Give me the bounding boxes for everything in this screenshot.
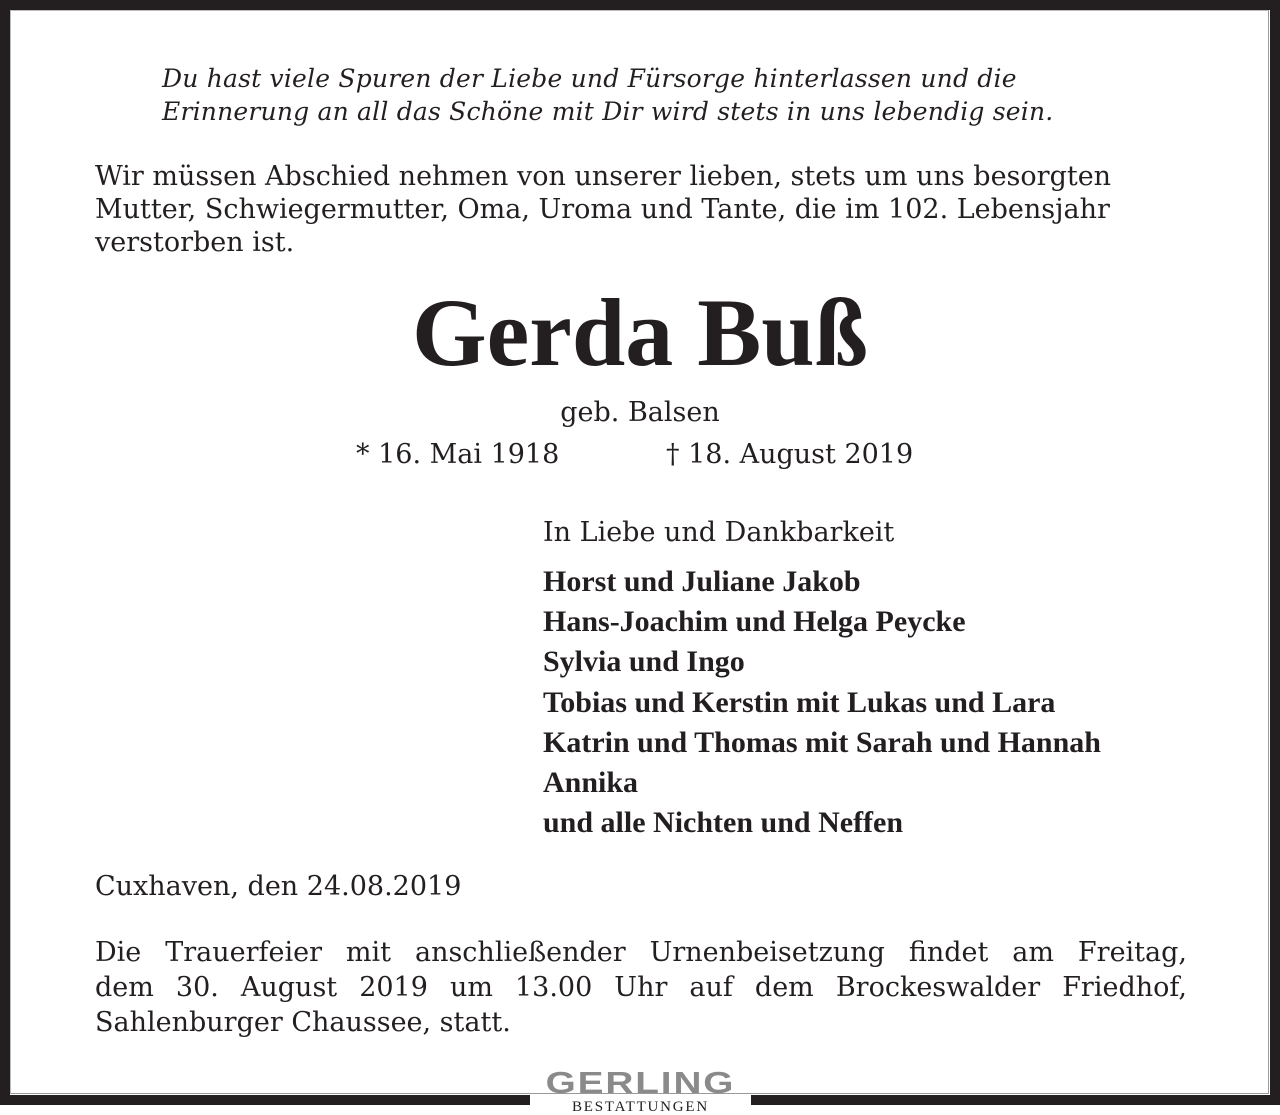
mourner-entry: und alle Nichten und Neffen <box>543 806 904 840</box>
place-and-date: Cuxhaven, den 24.08.2019 <box>95 871 462 902</box>
motto-line: Erinnerung an all das Schöne mit Dir wird stets in uns lebendig sein. <box>162 97 1054 126</box>
motto-quote <box>162 62 1053 128</box>
mourners-list <box>543 562 1101 843</box>
frame-border-top <box>0 0 1280 10</box>
maiden-name: geb. Balsen <box>560 397 720 428</box>
frame-border-bottom-right <box>751 1095 1280 1105</box>
thanks-line: In Liebe und Dankbarkeit <box>543 517 895 548</box>
birth-date: * 16. Mai 1918 <box>356 439 560 470</box>
mourner-entry: Katrin und Thomas mit Sarah und Hannah <box>543 725 1101 759</box>
service-line: Die Trauerfeier mit anschließender Urnenbeisetzung findet am Freitag, <box>95 937 1187 968</box>
mourner-entry: Tobias und Kerstin mit Lukas und Lara <box>543 685 1056 719</box>
frame-border-bottom-left <box>0 1095 530 1105</box>
mourner-entry: Horst und Juliane Jakob <box>543 565 861 598</box>
intro-line: Mutter, Schwiegermutter, Oma, Uroma und Tante, die im 102. Lebensjahr <box>95 194 1110 225</box>
mourner-entry: Annika <box>543 766 639 800</box>
deceased-name: Gerda Buß <box>411 279 869 386</box>
service-line: dem 30. August 2019 um 13.00 Uhr auf dem Brockeswalder Friedhof, <box>95 972 1187 1003</box>
life-dates <box>356 438 914 472</box>
frame-border-right <box>1270 0 1280 1105</box>
service-notice <box>95 935 1187 1040</box>
mourner-entry: Sylvia und Ingo <box>543 645 745 679</box>
frame-border-left <box>0 0 10 1105</box>
service-line: Sahlenburger Chaussee, statt. <box>95 1007 511 1038</box>
intro-paragraph <box>95 160 1187 259</box>
mourner-entry: Hans-Joachim und Helga Peycke <box>543 605 966 639</box>
logo-name: GERLING <box>545 1065 736 1100</box>
funeral-home-logo <box>530 1065 751 1115</box>
logo-subtitle: BESTATTUNGEN <box>571 1099 710 1115</box>
motto-line: Du hast viele Spuren der Liebe und Fürsorge hinterlassen und die <box>162 64 1017 93</box>
death-date: † 18. August 2019 <box>666 439 914 470</box>
intro-line: Wir müssen Abschied nehmen von unserer lieben, stets um uns besorgten <box>95 161 1112 192</box>
intro-line: verstorben ist. <box>95 227 295 258</box>
